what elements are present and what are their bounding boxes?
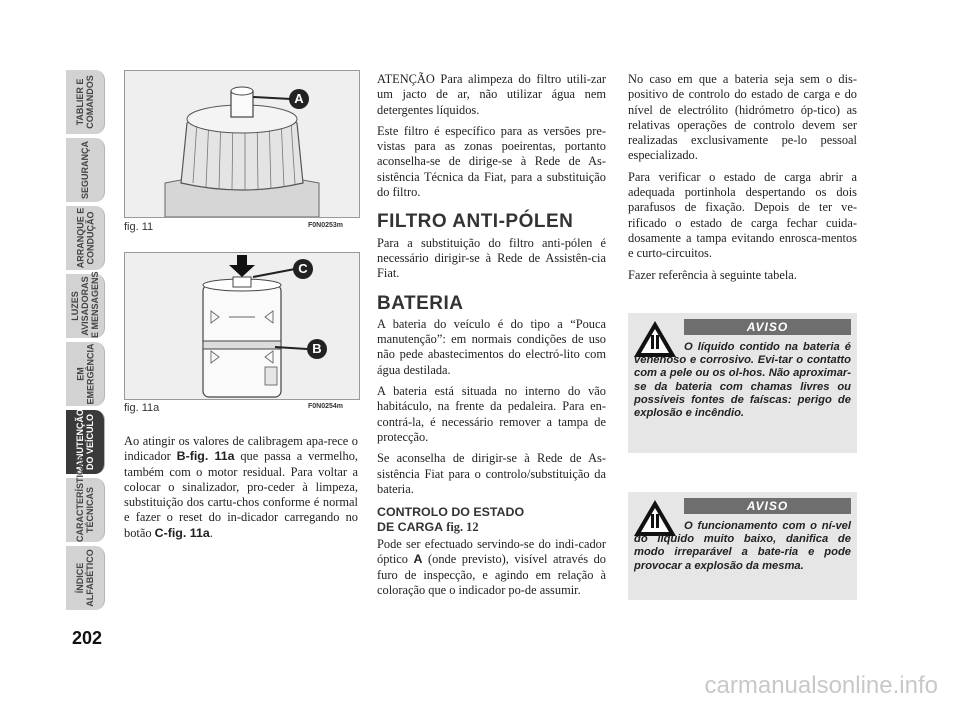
- figure-reference: fig. 12: [443, 520, 479, 535]
- figure-11-code: F0N0253m: [308, 222, 344, 229]
- tab-caracteristicas-tecnicas[interactable]: [66, 455, 105, 542]
- warning-header: AVISO: [684, 319, 851, 335]
- text-run: .: [209, 525, 213, 540]
- paragraph: A bateria está situada no interno do vão habitáculo, na frente da pedaleira. Para en-contrá-la, é necessário remover a tampa de protecção.: [377, 384, 606, 444]
- tab-label-line: LUZES: [70, 291, 80, 321]
- paragraph: Este filtro é específico para as versões pre-vistas para as zonas poeirentas, portanto aconselha-se de dirige-se à Rede de As-sistência Técnica da Fiat, para a substituição do filtro.: [377, 123, 606, 200]
- tab-label-line: CONDUÇÃO: [85, 211, 96, 265]
- text-run: CONTROLO DO ESTADO: [377, 505, 525, 520]
- tab-em-emergencia[interactable]: [66, 342, 105, 406]
- paragraph: ATENÇÃO Para alimpeza do filtro utili-zar um jacto de ar, não utilizar água nem detergentes líquidos.: [377, 72, 606, 117]
- callout-b: B: [307, 339, 327, 359]
- figure-11a-caption: fig. 11a: [124, 402, 160, 414]
- figure-11a-code: F0N0254m: [308, 403, 344, 410]
- tab-label-line: SEGURANÇA: [80, 140, 91, 200]
- tab-label-line: COMANDOS: [85, 75, 95, 129]
- tab-label-line: E MENSAGENS: [90, 271, 100, 338]
- tab-label-line: MANUTENÇÃO: [75, 409, 85, 474]
- tab-label-line: AVISADORAS: [80, 276, 90, 336]
- tab-tablier-comandos[interactable]: [66, 70, 105, 134]
- tab-label-line: CARACTERÍSTICAS: [75, 455, 85, 542]
- filter-indicator-illustration: [125, 253, 359, 399]
- tab-label-line: TÉCNICAS: [85, 487, 95, 534]
- page-number: 202: [72, 628, 103, 648]
- paragraph: Fazer referência à seguinte tabela.: [628, 267, 797, 282]
- tab-seguranca[interactable]: [66, 138, 105, 202]
- text-run: que passa a vermelho, também com o motor residual. Para voltar a colocar o sinalizador, pro-ceder à limpeza, substituição dos cartu-chos conforme é normal e fazer o reset do in-dicador carregando no botão: [124, 449, 358, 540]
- paragraph: Para verificar o estado de carga abrir a adequada portinhola despertando os dois parafusos de fixação. Depois de ter ve-rificado o estado de carga fechar cuida-dosamente a tampa evitando enrosca-mentos e curto-circuitos.: [628, 169, 857, 261]
- paragraph: Se aconselha de dirigir-se à Rede de As-sistência Fiat para o controlo/substituição da bateria.: [377, 451, 606, 496]
- paragraph: No caso em que a bateria seja sem o dis-positivo de controlo do estado de carga e do nível de electrólito (hidrómetro óp-tico) as relativas operações de controlo devem ser realizadas exclusivamente pe-lo pessoal especializado.: [628, 72, 857, 163]
- text-run: DE CARGA: [377, 520, 444, 535]
- tab-arranque-conducao[interactable]: [66, 206, 105, 270]
- tab-label-line: DO VEÍCULO: [85, 414, 95, 471]
- column-3-text: [628, 72, 857, 289]
- column-1-text: [124, 434, 358, 547]
- figure-reference: C-fig. 11a: [154, 525, 210, 540]
- tab-label-line: EMERGÊNCIA: [85, 343, 96, 405]
- tab-label-line: ALFABÉTICO: [85, 549, 95, 607]
- paragraph: Para a substituição do filtro anti-pólen é necessário dirigir-se à Rede de Assistên-cia Fiat.: [377, 235, 606, 281]
- figure-11-caption: fig. 11: [124, 221, 154, 233]
- warning-header: AVISO: [684, 498, 851, 514]
- callout-a: A: [289, 89, 309, 109]
- column-2-text: [377, 72, 606, 604]
- tab-label-line: ÍNDICE: [75, 562, 85, 594]
- section-title: FILTRO ANTI-PÓLEN: [377, 211, 574, 233]
- sub-title: [377, 505, 606, 535]
- tab-label-line: EM: [75, 367, 86, 381]
- tab-luzes-avisadoras[interactable]: [66, 271, 105, 338]
- air-filter-illustration: [125, 71, 359, 217]
- paragraph: [124, 434, 358, 541]
- tab-indice-alfabetico[interactable]: [66, 546, 105, 610]
- figure-reference: B-fig. 11a: [176, 449, 235, 464]
- watermark: carmanualsonline.info: [704, 672, 938, 699]
- tab-label-line: TABLIER E: [75, 78, 85, 126]
- tab-manutencao-veiculo[interactable]: [66, 410, 105, 474]
- tab-label-line: ARRANQUE E: [75, 207, 86, 269]
- paragraph: [377, 537, 606, 598]
- callout-c: C: [293, 259, 313, 279]
- indicator-reference: A: [413, 552, 423, 567]
- warning-text: O líquido contido na bateria é venenoso e corrosivo. Evi-tar o contatto com a pele ou os ol-hos. Não aproximar-se da bateria com chamas livres ou possíveis fontes de faíscas: perigo de explosão e incêndio.: [634, 341, 851, 420]
- paragraph: A bateria do veículo é do tipo a “Pouca manutenção”: em normais condições de uso não pede abastecimentos do electró-lito com água destilada.: [377, 316, 606, 377]
- warning-box: [628, 313, 857, 453]
- text-run: Pode ser efectuado servindo-se do indi-cador óptico: [377, 537, 606, 567]
- section-title: BATERIA: [377, 292, 464, 314]
- figure-11: [124, 70, 360, 218]
- text-run: (onde previsto), visível através do furo de inspecção, e agindo em relação à coloração que o indicador po-de assumir.: [377, 552, 607, 598]
- text-run: Ao atingir os valores de calibragem apa-rece o indicador: [124, 434, 358, 464]
- warning-box: [628, 492, 857, 600]
- figure-11a: [124, 252, 360, 400]
- warning-text: O funcionamento com o ní-vel do líquido muito baixo, danifica de modo irreparável a bate-ria e pode provocar a explosão da mesma.: [634, 520, 851, 572]
